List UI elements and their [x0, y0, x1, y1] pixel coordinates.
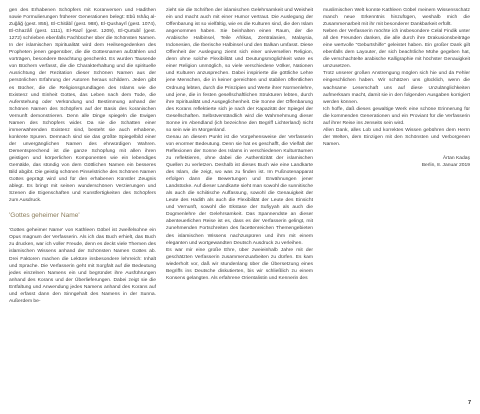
paragraph: Allen Dank, alles Lob und korrektes Wissen gebühren dem Herrn der Welten, dem Einzigen mit den Schönsten und Verborgenen Namen. [323, 127, 470, 147]
paragraph: Genau an diesem Punkt ist die Vorgehensweise der Verfasserin von enormer Bedeutung. Denn sie hat es geschafft, die Vielfalt der Reflexionen der Sonne des Islams in verschiedenen Kulturräumen zu reflektieren, ohne dabei die Authentizität der islamischen Quellen zu verletzen. Deshalb ist dieses Buch wie eine Landkarte des Islam, die zeigt, wo was zu finden ist. Im Fußnotenapparat erfolgen dann die Bewertungen und Erwähnungen jener Landstücke. Auf dieser Landkarte sieht man sowohl die sunnitische als auch die schiitische Auffassung, sowohl die Genauigkeit der Leute des Hadith als auch die Flexibilität der Leute des Einsicht und Vernunft, sowohl die Ekstase der Sufiyyah als auch die Dogmenlehre der Gelehrsamkeit. Das Spannendste an dieser abenteuerlichen Reise ist es, dass es der Verfasserin gelingt, mit zunehmenden Fortschreiten des facettenreichen Themengebieten des islamischen Wissens nachzuspüren und ihm mit einem eleganten und wortgewandten Deutsch Ausdruck zu verleihen. [166, 134, 313, 246]
section-heading: 'Gottes geheimer Name' [9, 212, 80, 220]
page-number: 7 [468, 400, 472, 406]
paragraph: Neben der Verfasserin möchte ich insbesondere Celal Findik unter all den Freunden danken, die alle durch ihre Drakusionsbeiträge eine wertvolle "Geburtshilfe" geleistet haben. Ein großer Dank gilt ebenfalls dem Layouter, der sich beachtliche Mühe gegeben hat, die verschachtelte arabische Kalligraphie mit höchster Genauigkeit umzusetzen. [323, 29, 470, 70]
signature-name: Ârtan Kadaş [442, 155, 470, 161]
paragraph: 'Gottes geheimer Name' von Kathleen Göbel ist zweifelsohne ein Opus magnum der Verfasserin. Als ich das Buch erhielt, das Buch zu drucken, war ich voller Freude, denn es deckt viele Themen des islamischen Wissens anhand der Schönsten Namen Gottes ab. Drei Faktoren machen die Lektüre insbesondere lehrreich: Inhalt und Sprache. Die Verfasserin geht mit Sorgfalt auf die Bedeutung jedes einzelnen Namens ein und begründet ihre Ausführungen anhand des Korans und der Überlieferungen. Dabei zeigt sie die Entfaltung und Anwendung jedes Namens anhand des Korans auf und erfasst dann den Sinngehalt des Namens in der Sunna. Außerdem be- [9, 228, 156, 304]
text-column-middle [166, 7, 313, 282]
paragraph: Es war mir eine große Ehre, über zweieinhalb Jahre mit der geschätzten Verfasserin zusammenzuarbeiten zu dürfen. Es kam wiederholt vor, daß wir stundenlang über die Übersetzung eines Begriffs ins Deutsche diskutierten, bis wir schließlich zu einem Konsens gelangten. Als erfahrene Orientalistin und Kennerin des [166, 247, 313, 281]
paragraph: Trotz unserer großen Anstrengung möglen sich hie und da Fehler eingeschlichen haben. Wir schätzen uns glücklich, wenn die wachsame Leserschaft uns auf diese Unzulänglichkeiten aufmerksam macht, damit sie in den folgenden Ausgaben korrigiert werden können. [323, 71, 470, 105]
text-column-left [9, 7, 156, 305]
signature-place-date: Berlin, 8. Januar 2019 [421, 162, 470, 168]
paragraph: Ich hoffe, daß dieses gewaltige Werk eine schöne Erinnerung für die kommenden Generationen und ein Proviant für die Verfasserin auf ihrer Reise ins Jenseits sein wird. [323, 106, 470, 126]
text-column-right [323, 7, 470, 169]
paragraph: gen des Erhabenen Schöpfers mit Koranversen und Hadithen sowie Formulierungen früherer Generationen belegt: Ebû Ishâq al-Zuğâğ (gest. 855), El-Chitâbî (gest. 988), El-Qushayrî (gest. 1074), El-Ghazâlî (gest. 1111), El-Razî (gest. 1209), El-Qurtubî (gest. 1272) schrieben ebenfalls Fachbücher über die Schönsten Namen. In der islamischen Spiritualität wird dem Heilsengedenken des Propheten jenen gegenüber, die die Gottesnamen aufzählen und vorträgen, besondere Beachtung geschenkt. Es wurden Tausende von Büchern verfasst, die die Charakterhaltung und die spirituelle Ausrichtung der Rezitation dieser Schönen Namen aus der persönlichen Erfahrung der Autoren heraus schildern. Jeden gibt es Bücher, die die Religionsgrundlagen des Islams wie die Existenz und Einheit Gottes, das Leben nach dem Tode, die Auferstehung oder Verkündung und Bestimmung anhand der Schönen Namen des Schöpfers auf der Basis des koranischen Vernunft demonstrieren. Denn alle Dinge spiegeln die Ewigen Namen des Schöpfers wider. Da sie die Schatten einer immerwährenden Existenz sind, besteht sie auch erhabene, konkrete Spuren. Demnach sind sie das größte Spiegelbild einer der unvergänglichen Namen des ehrwürdigen Wahren. Dementsprechend ist die ganze Schöpfung mit allen ihren geistigen und körperlichen Komponenten wie ein lebendiges Gemälde, das stündig von dem Göttlichen Namen ein besseres Bild abgibt. Die geistig schönen Pinselstriche des Schönen Namen Gottes geprägt wird und für den erhabenen Künstler Zeugnis ablegt. Es bringt mit seinen wunderschönen Verzierungen und Szenen die Eigenschaften und Kunstfertigkeiten des Schöpfers zum Ausdruck. [9, 8, 156, 204]
paragraph: zieht sie die Schriften der islamischen Gelehrsamkeit und Weisheit ein und macht auch mit einer Humor vertraut. Die Auslegung der Offenbarung ist so vielfältig, wie es die Kulturen sind, die den Islam angenommen haben. Sie beinhalten einen Raum, der die Arabische Halbinsel, Teile Afrikas, Zentralasien, Malaysia, Indonesien, die Iberische Halbinsel und den Balkan umfasst. Diese Offenheit der Auslegung ziemt sich einer universellen Religion, denn ohne solche Flexibilität und Deutungsmöglichkeit wäre es einer Religion unmöglich, so viele verschiedene Völker, Nationen und Kulturen anzusprechen. Dabei inspirierte die göttliche Lehre jene Menschen, die in keiner gereichten und stabilen öffentlichen Ordnung lebten, durch die Prinzipien und Werte ihrer Normenlehre, und jene, die in festen gesellschaftlichen Strukturen lebten, durch ihre Spiritualität und Ausgeglichenheit. Die Sonne der Offenbarung des Korans reflektierte sich je nach der Kapazität der Spiegel der Gesellschaften. Selbstverständlich wird die Wahrnehmung dieser Sonne im Abendland (ich bezeichne den Begriff Lichterland) nicht so sein wie im Morgenland. [166, 8, 313, 133]
paragraph: muslimischen Welt konnte Kathleen Göbel meinem Wissensschatz manch neue Erkenntnis hinzufügen, weshalb mich die Zusammenarbeit mit ihr mit besonderer Dankbarkeit erfüllt. [323, 8, 470, 28]
